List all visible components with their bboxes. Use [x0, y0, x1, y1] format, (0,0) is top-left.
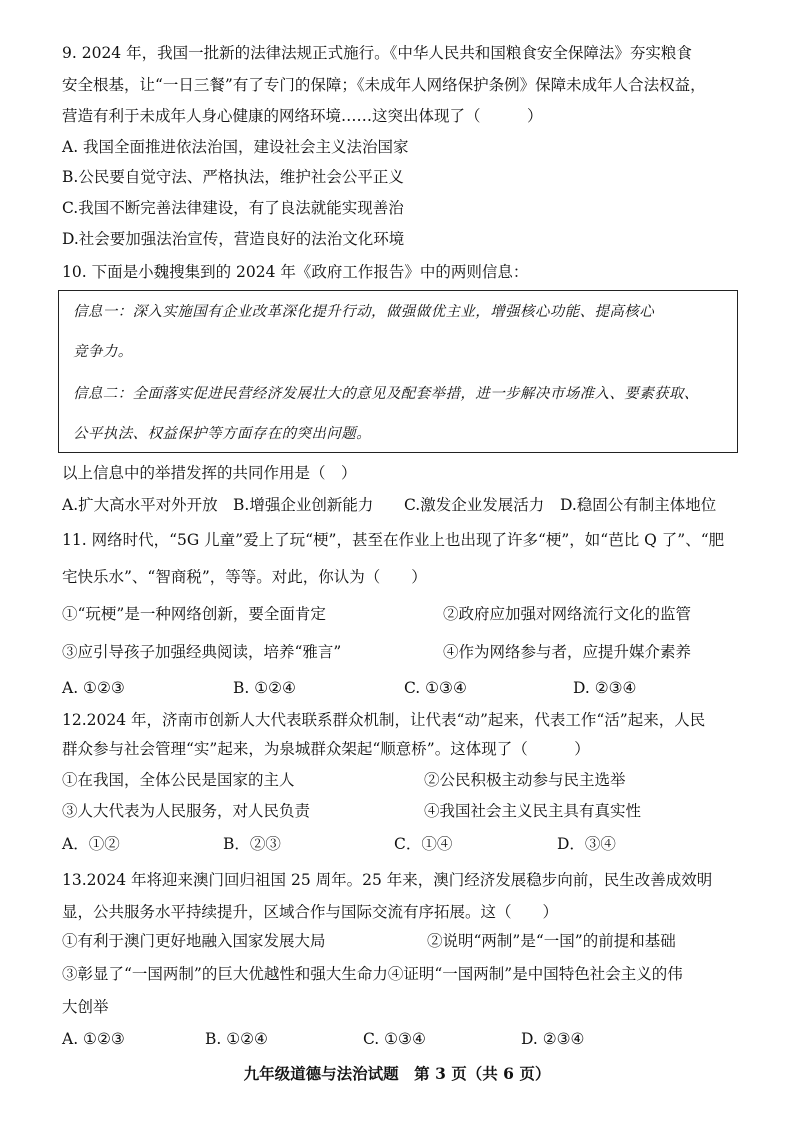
q9-stem-line-1: 9. 2024 年，我国一批新的法律法规正式施行。《中华人民共和国粮食安全保障法》夯实粮食	[62, 44, 692, 62]
q10-option-b: B.增强企业创新能力	[233, 496, 374, 514]
q10-info-line-2: 竞争力。	[73, 344, 133, 360]
q12-statement-1: ①在我国，全体公民是国家的主人	[62, 771, 295, 789]
q9-option-a: A. 我国全面推进依法治国，建设社会主义法治国家	[62, 138, 409, 156]
q13-option-b: B. ①②④	[205, 1030, 268, 1048]
q11-option-b: B. ①②④	[233, 679, 296, 697]
q13-statement-2: ②说明“两制”是“一国”的前提和基础	[427, 932, 676, 950]
q10-info-line-1: 信息一：深入实施国有企业改革深化提升行动，做强做优主业，增强核心功能、提高核心	[73, 304, 655, 320]
page-footer: 九年级道德与法治试题 第 3 页（共 6 页）	[243, 1064, 551, 1083]
q13-statement-1: ①有利于澳门更好地融入国家发展大局	[62, 932, 326, 950]
q13-statement-3: ③彰显了“一国两制”的巨大优越性和强大生命力④证明“一国两制”是中国特色社会主义的伟	[62, 965, 683, 983]
q9-option-d: D.社会要加强法治宣传，营造良好的法治文化环境	[62, 230, 405, 248]
q13-statement-3-cont: 大创举	[62, 998, 109, 1016]
q10-question: 以上信息中的举措发挥的共同作用是（ ）	[62, 464, 357, 482]
q10-option-d: D.稳固公有制主体地位	[560, 496, 717, 514]
q9-option-b: B.公民要自觉守法、严格执法，维护社会公平正义	[62, 168, 404, 186]
q12-option-c: C．①④	[394, 835, 453, 853]
q11-statement-2: ②政府应加强对网络流行文化的监管	[443, 605, 692, 623]
q12-option-a: A．①②	[62, 835, 120, 853]
q13-option-c: C. ①③④	[363, 1030, 426, 1048]
q12-statement-2: ②公民积极主动参与民主选举	[424, 771, 626, 789]
q13-stem-line-2: 显，公共服务水平持续提升，区域合作与国际交流有序拓展。这（ ）	[62, 903, 559, 921]
q11-stem-line-1: 11. 网络时代，“5G 儿童”爱上了玩“梗”，甚至在作业上也出现了许多“梗”，如“芭比 Q 了”、“肥	[62, 531, 725, 549]
q13-option-a: A. ①②③	[62, 1030, 125, 1048]
q10-info-box	[58, 290, 738, 453]
q11-stem-line-2: 宅快乐水”、“智商税”，等等。对此，你认为（ ）	[62, 568, 427, 586]
q13-option-d: D. ②③④	[521, 1030, 585, 1048]
q11-option-c: C. ①③④	[404, 679, 467, 697]
q11-statement-3: ③应引导孩子加强经典阅读，培养“雅言”	[62, 643, 342, 661]
q10-option-a: A.扩大高水平对外开放	[62, 496, 218, 514]
q12-option-d: D．③④	[557, 835, 616, 853]
q12-option-b: B．②③	[223, 835, 281, 853]
q12-stem-line-2: 群众参与社会管理“实”起来，为泉城群众架起“顺意桥”。这体现了（ ）	[62, 740, 590, 758]
q12-statement-3: ③人大代表为人民服务，对人民负责	[62, 802, 311, 820]
q11-option-a: A. ①②③	[62, 679, 125, 697]
q9-stem-line-2: 安全根基，让“一日三餐”有了专门的保障；《未成年人网络保护条例》保障未成年人合法权益，	[62, 76, 706, 94]
q10-stem: 10. 下面是小魏搜集到的 2024 年《政府工作报告》中的两则信息：	[62, 263, 529, 281]
q9-stem-line-3: 营造有利于未成年人身心健康的网络环境……这突出体现了（ ）	[62, 107, 543, 125]
q13-stem-line-1: 13.2024 年将迎来澳门回归祖国 25 周年。25 年来，澳门经济发展稳步向前，民生改善成效明	[62, 871, 713, 889]
q12-stem-line-1: 12.2024 年，济南市创新人大代表联系群众机制，让代表“动”起来，代表工作“活”起来，人民	[62, 711, 706, 729]
q11-statement-4: ④作为网络参与者，应提升媒介素养	[443, 643, 692, 661]
q9-option-c: C.我国不断完善法律建设，有了良法就能实现善治	[62, 199, 404, 217]
q11-option-d: D. ②③④	[573, 679, 637, 697]
q10-info-line-4: 公平执法、权益保护等方面存在的突出问题。	[73, 426, 371, 442]
q10-info-line-3: 信息二：全面落实促进民营经济发展壮大的意见及配套举措，进一步解决市场准入、要素获取、	[73, 386, 699, 402]
q11-statement-1: ①“玩梗”是一种网络创新，要全面肯定	[62, 605, 326, 623]
q10-option-c: C.激发企业发展活力	[404, 496, 545, 514]
q12-statement-4: ④我国社会主义民主具有真实性	[424, 802, 642, 820]
